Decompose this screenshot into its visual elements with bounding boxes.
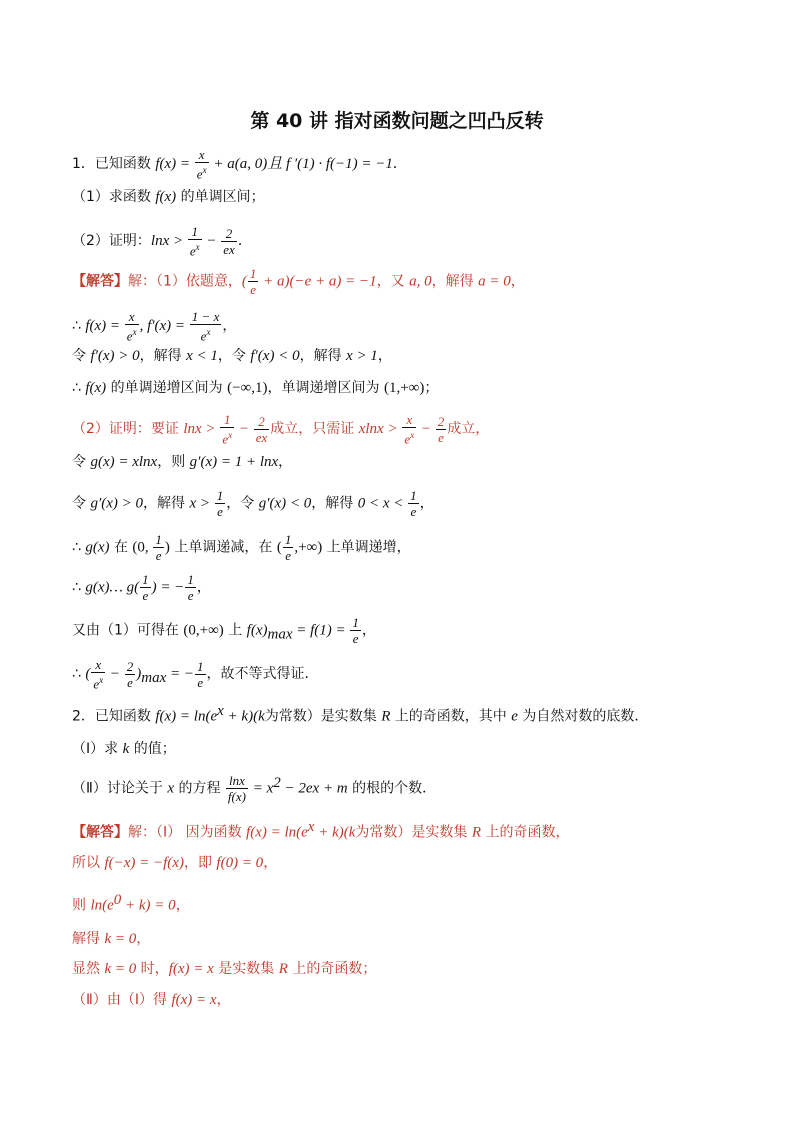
- den-base: e: [93, 676, 100, 692]
- text: 令: [72, 495, 91, 512]
- therefore: ∴: [72, 579, 86, 596]
- fraction: [91, 657, 105, 691]
- text: ，令: [217, 348, 251, 364]
- math: + k) = 0: [121, 897, 176, 914]
- text: 解得: [72, 931, 105, 947]
- solution-1-line-7: [72, 488, 434, 519]
- math: ,+∞): [294, 539, 323, 556]
- math: −: [106, 666, 124, 683]
- solution-1-line-4: [72, 378, 438, 398]
- math: = f(1) =: [292, 622, 350, 639]
- fraction: [254, 414, 270, 445]
- text: 的单调区间；: [176, 189, 265, 205]
- text: 令: [72, 454, 91, 470]
- denominator: [91, 673, 105, 691]
- numerator: 1: [410, 488, 417, 503]
- fraction: [226, 773, 248, 804]
- numerator: 1: [155, 532, 162, 547]
- fraction: [185, 572, 196, 603]
- numerator: x: [91, 657, 105, 673]
- text: 则: [72, 897, 91, 914]
- math: g′(x) < 0: [258, 495, 312, 512]
- math: x: [167, 780, 175, 797]
- punct: ，: [419, 495, 434, 512]
- exponent: x: [206, 327, 211, 337]
- denominator: e: [127, 674, 133, 690]
- question-1: [72, 187, 265, 207]
- text: 上: [223, 622, 247, 639]
- math: f(0) = 0: [216, 855, 264, 871]
- punct: ，: [361, 622, 376, 639]
- solution-1-line-2: [72, 309, 236, 343]
- denominator: ex: [255, 429, 268, 445]
- math: x > 1: [346, 348, 378, 364]
- denominator: e: [197, 674, 204, 690]
- den-base: e: [189, 243, 196, 259]
- math: a, 0: [409, 273, 432, 290]
- text: 时，: [136, 961, 169, 977]
- math: f(x) = x: [168, 961, 214, 977]
- text: 解：（1）依题意，: [128, 273, 242, 290]
- den-base: e: [222, 431, 229, 447]
- punct: ，: [278, 454, 293, 470]
- fraction: [190, 309, 222, 343]
- denominator: e: [410, 504, 417, 519]
- numerator: 2: [254, 414, 270, 430]
- text: ，解得: [299, 348, 347, 364]
- math: g(x): [85, 539, 110, 556]
- math: xlnx >: [358, 421, 402, 438]
- math: − 2ex + m: [280, 780, 348, 797]
- fraction: [436, 414, 447, 445]
- text: ，令: [226, 495, 259, 512]
- math: (: [276, 539, 282, 556]
- math: f′(x) > 0: [90, 348, 140, 364]
- text: ，又: [376, 273, 410, 290]
- solution-2-line-2: [72, 853, 277, 873]
- question-2-part-2: [72, 773, 436, 804]
- math: ) = −: [151, 579, 185, 596]
- math: −: [417, 421, 435, 438]
- answer-tag: 【解答】: [72, 273, 128, 290]
- text: 的方程: [174, 780, 225, 797]
- solution-2-line-1: [72, 817, 569, 843]
- fraction: [248, 266, 259, 297]
- denominator: [188, 240, 202, 258]
- fraction: [408, 488, 419, 519]
- numerator: 1: [197, 658, 204, 674]
- math: (: [241, 273, 247, 290]
- math: R: [278, 961, 288, 977]
- solution-1-line-6: [72, 452, 292, 472]
- math: x >: [189, 495, 214, 512]
- page-title: 第 40 讲 指对函数问题之凹凸反转: [250, 110, 544, 132]
- text: （Ⅰ）求: [72, 741, 123, 757]
- math: ): [136, 666, 142, 683]
- subscript: max: [141, 669, 167, 686]
- text: 成立，: [447, 421, 490, 438]
- text: 是实数集: [213, 961, 279, 977]
- math: −: [202, 233, 221, 250]
- math: x < 1: [186, 348, 218, 364]
- math: f′(x) < 0: [250, 348, 300, 364]
- denominator: e: [217, 504, 223, 519]
- solution-1-line-5: [72, 412, 489, 446]
- math: R: [381, 708, 391, 725]
- text: 显然: [72, 961, 105, 977]
- question-2: [72, 224, 252, 258]
- text: ，解得: [431, 273, 479, 290]
- solution-2-line-5: [72, 959, 376, 979]
- math: ln(e: [90, 897, 114, 914]
- text: ，即: [183, 855, 217, 871]
- numerator: x: [195, 147, 209, 163]
- solution-1-line-3: [72, 346, 392, 366]
- math: e: [511, 708, 518, 725]
- text: （Ⅱ）由（Ⅰ）得: [72, 992, 172, 1008]
- solution-2-line-3: [72, 890, 190, 916]
- solution-1-line-8: [72, 532, 411, 563]
- math: (0,: [132, 539, 153, 556]
- punct: ，: [263, 855, 278, 871]
- fraction: [215, 488, 226, 519]
- solution-1-line-11: [72, 657, 319, 691]
- text: 上单调递增，: [322, 539, 411, 556]
- text: 的值；: [129, 741, 176, 757]
- fraction: [195, 659, 206, 690]
- punct: ．: [237, 233, 252, 250]
- numerator: 1: [249, 266, 257, 281]
- math: g(x) = xlnx: [90, 454, 158, 470]
- text: 的根的个数．: [347, 780, 437, 797]
- problem-1-statement: [72, 147, 407, 181]
- text: 的单调递增区间为: [106, 380, 228, 396]
- text: 上的奇函数，其中: [390, 708, 512, 725]
- math: + k)(k: [223, 708, 265, 725]
- therefore: ∴: [72, 666, 86, 683]
- denominator: [402, 428, 416, 446]
- solution-2-line-4: [72, 929, 150, 949]
- math: f(x): [155, 189, 177, 205]
- text: 上的奇函数，: [481, 824, 570, 841]
- exponent: 2: [273, 775, 281, 791]
- den-base: e: [404, 431, 411, 447]
- text: （Ⅱ）讨论关于: [72, 780, 168, 797]
- math: g′(x) > 0: [90, 495, 144, 512]
- subscript: max: [267, 626, 293, 643]
- math: f(x) = x: [171, 992, 217, 1008]
- denominator: e: [155, 548, 162, 563]
- problem-2-statement: [72, 701, 648, 727]
- math: f ′(1) · f(−1) = −1: [285, 156, 393, 173]
- text: （2）证明：要证: [72, 421, 184, 438]
- fraction: [350, 615, 361, 646]
- numerator: lnx: [226, 773, 248, 789]
- denominator: ex: [223, 241, 235, 257]
- den-base: e: [196, 166, 203, 182]
- math: (1,+∞): [383, 380, 425, 396]
- denominator: [125, 325, 139, 343]
- therefore: ∴: [72, 318, 86, 335]
- denominator: f(x): [227, 789, 246, 805]
- denominator: e: [285, 548, 291, 563]
- math: g′(x) = 1 + lnx: [189, 454, 279, 470]
- numerator: 1: [142, 572, 149, 587]
- therefore: ∴: [72, 380, 86, 396]
- fraction: [195, 147, 209, 181]
- math: R: [471, 824, 482, 841]
- math: k = 0: [104, 931, 137, 947]
- exponent: x: [195, 242, 200, 252]
- exponent: x: [307, 819, 315, 835]
- numerator: 1: [188, 224, 202, 240]
- fraction: [221, 226, 237, 257]
- text: 令: [72, 348, 91, 364]
- punct: ，: [175, 897, 190, 914]
- fraction: [140, 572, 151, 603]
- numerator: 1: [284, 532, 292, 547]
- math: f(x): [85, 380, 107, 396]
- text: 为自然对数的底数．: [517, 708, 649, 725]
- text: ，则: [157, 454, 190, 470]
- denominator: e: [438, 429, 444, 445]
- math: a = 0: [478, 273, 511, 290]
- fraction: [188, 224, 202, 258]
- denominator: e: [352, 631, 359, 646]
- numerator: 1: [220, 412, 234, 428]
- numerator: x: [402, 412, 416, 428]
- math: (−∞,1): [227, 380, 268, 396]
- solution-2-line-6: [72, 990, 231, 1010]
- math: (0,+∞): [183, 622, 224, 639]
- math: k = 0: [104, 961, 137, 977]
- denominator: [190, 325, 222, 343]
- text: ，解得: [139, 348, 187, 364]
- text: （1）求函数: [72, 189, 156, 205]
- math: = −: [166, 666, 195, 683]
- numerator: 1: [187, 572, 194, 587]
- math: lnx >: [150, 233, 187, 250]
- math: + a)(−e + a) = −1: [259, 273, 377, 290]
- math: f(x) = ln(e: [246, 824, 308, 841]
- text: 为常数）是实数集: [355, 824, 472, 841]
- exponent: x: [228, 430, 233, 440]
- math: f(x) =: [155, 156, 194, 173]
- problem-number: 2．已知函数: [72, 708, 156, 725]
- exponent: x: [217, 703, 224, 719]
- text: 在: [109, 539, 133, 556]
- numerator: 1: [352, 615, 359, 630]
- numerator: 2: [437, 413, 445, 429]
- math: (: [85, 666, 91, 683]
- math: f(x) = ln(e: [155, 708, 218, 725]
- text: 又由（1）可得在: [72, 622, 184, 639]
- text: 解：（Ⅰ） 因为函数: [128, 824, 247, 841]
- punct: ，: [222, 318, 237, 335]
- text: ，解得: [143, 495, 190, 512]
- exponent: x: [410, 430, 415, 440]
- math: f(x): [246, 622, 268, 639]
- problem-number: 1．已知函数: [72, 156, 156, 173]
- numerator: 2: [126, 658, 134, 674]
- numerator: x: [125, 309, 139, 325]
- punct: ，: [196, 579, 211, 596]
- text: （2）证明：: [72, 233, 151, 250]
- fraction: [402, 412, 416, 446]
- denominator: e: [250, 282, 257, 297]
- math: + k)(k: [314, 824, 356, 841]
- denominator: [220, 428, 234, 446]
- numerator: 2: [221, 226, 237, 242]
- math: k: [122, 741, 130, 757]
- text: 成立，只需证: [270, 421, 359, 438]
- text: ，解得: [311, 495, 358, 512]
- math: g(x)… g(: [85, 579, 140, 596]
- fraction: [153, 532, 164, 563]
- math: −: [235, 421, 253, 438]
- text: ，故不等式得证．: [206, 666, 319, 683]
- text: 上单调递减，在: [169, 539, 277, 556]
- math: + a(a, 0)且: [209, 156, 286, 173]
- math: = x: [248, 780, 274, 797]
- text: 所以: [72, 855, 105, 871]
- denominator: [195, 163, 209, 181]
- fraction: [220, 412, 234, 446]
- text: 上的奇函数；: [287, 961, 377, 977]
- punct: ，: [136, 931, 151, 947]
- math: 0 < x <: [357, 495, 408, 512]
- numerator: 1 − x: [191, 309, 220, 324]
- punct: ，: [510, 273, 525, 290]
- text: 为常数）是实数集: [264, 708, 382, 725]
- question-2-part-1: [72, 739, 176, 759]
- math: f(−x) = −f(x): [104, 855, 184, 871]
- exponent: 0: [113, 892, 122, 908]
- fraction: [125, 309, 139, 343]
- punct: ，: [216, 992, 231, 1008]
- exponent: x: [99, 675, 104, 685]
- exponent: x: [202, 165, 207, 175]
- fraction: [283, 532, 294, 563]
- math: ): [164, 539, 170, 556]
- math: f(x) =: [85, 318, 124, 335]
- solution-1-line-10: [72, 615, 376, 646]
- denominator: e: [187, 588, 194, 603]
- den-base: e: [126, 328, 133, 344]
- punct: ，: [377, 348, 392, 364]
- solution-1-line-9: [72, 572, 211, 603]
- solution-1-line-1: [72, 266, 525, 297]
- answer-tag: 【解答】: [72, 824, 128, 841]
- therefore: ∴: [72, 539, 86, 556]
- denominator: e: [142, 588, 149, 603]
- numerator: 1: [216, 488, 224, 503]
- math: , f′(x) =: [139, 318, 189, 335]
- punct: ．: [392, 156, 407, 173]
- punct: ；: [424, 380, 439, 396]
- fraction: [125, 659, 136, 690]
- exponent: x: [132, 327, 137, 337]
- math: lnx >: [183, 421, 220, 438]
- text: ，单调递增区间为: [267, 380, 384, 396]
- den-base: e: [200, 328, 207, 344]
